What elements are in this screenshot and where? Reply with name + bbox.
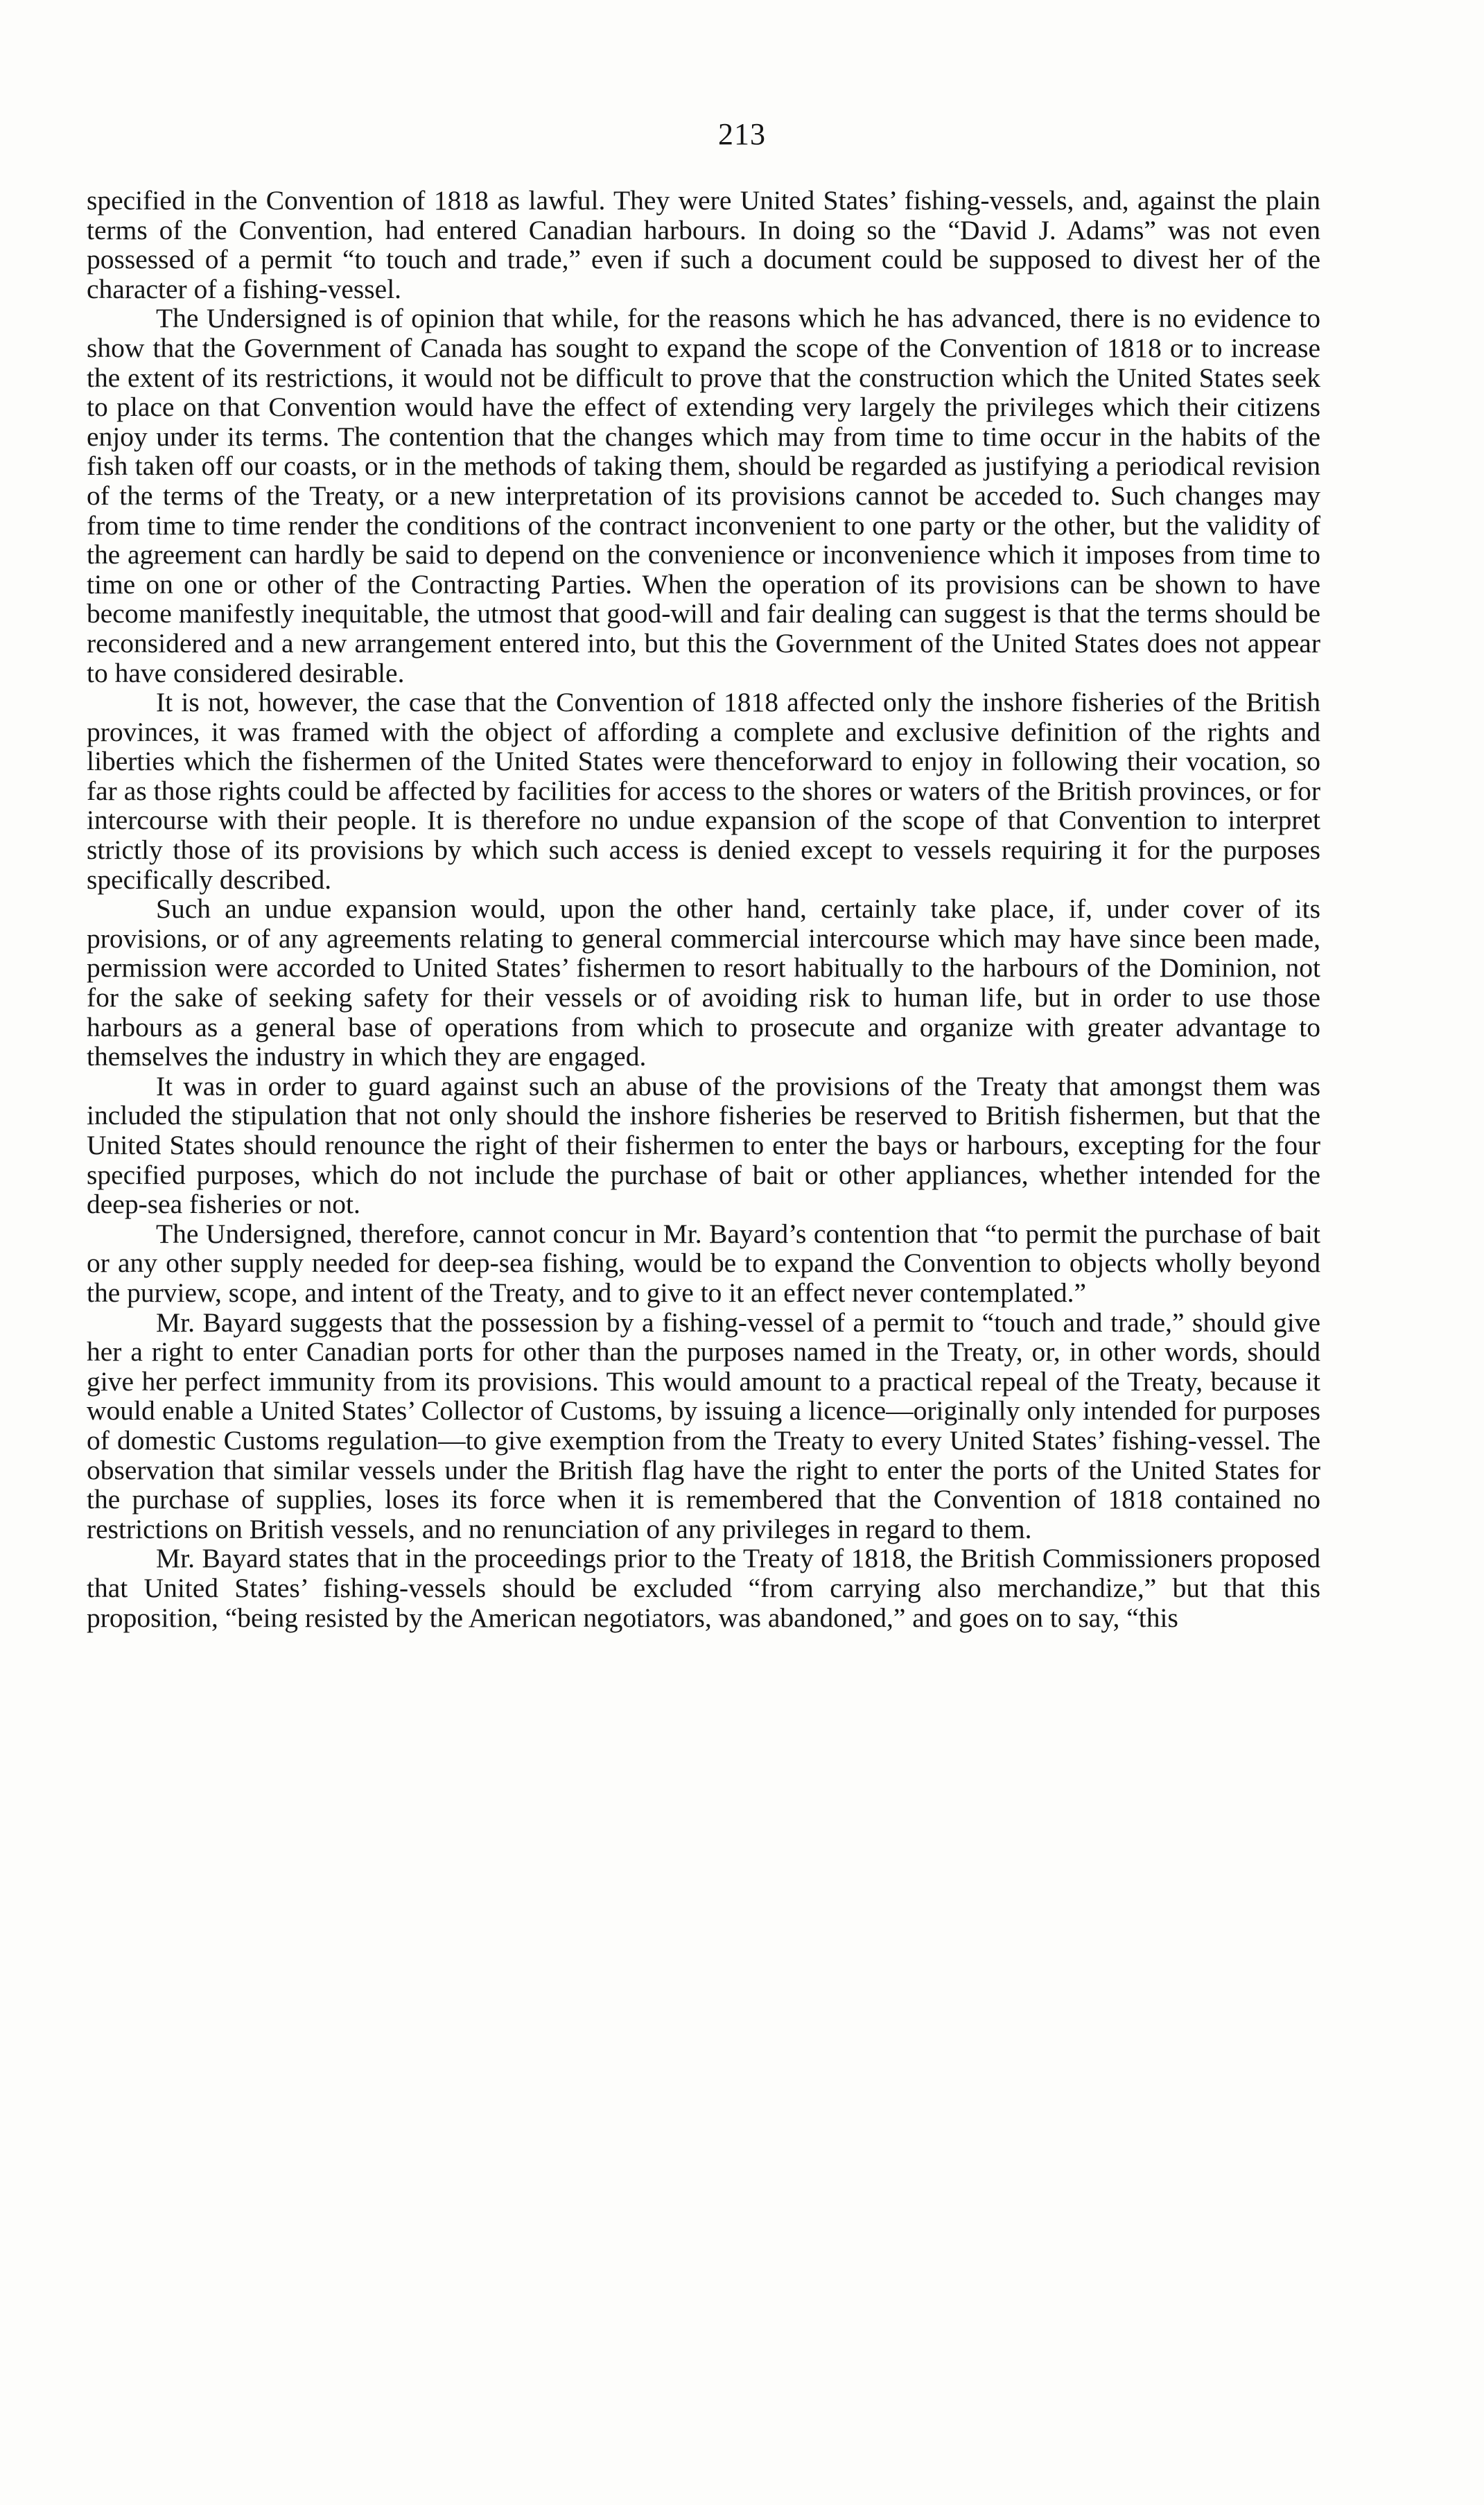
paragraph-cannot-concur: The Undersigned, therefore, cannot concur in Mr. Bayard’s contention that “to permit the purchase of bait or any other supply needed for deep-sea fishing, would be to expand the Convention to objects wholly beyond the purview, scope, and intent of the Treaty, and to give to it an effect never contemplated.” bbox=[87, 1218, 1320, 1308]
paragraph-guard-abuse: It was in order to guard against such an abuse of the provisions of the Treaty that amongst them was included the stipulation that not only should the inshore fisheries be reserved to British fishermen, but that the United States should renounce the right of their fishermen to enter the bays or harbours, excepting for the four specified purposes, which do not include the purchase of bait or other appliances, whether intended for the deep-sea fisheries or not. bbox=[87, 1070, 1320, 1220]
paragraph-undue-expansion: Such an undue expansion would, upon the other hand, certainly take place, if, under cover of its provisions, or of any agreements relating to general commercial intercourse which may have since been made, permission were accorded to United States’ fishermen to resort habitually to the harbours of the Dominion, not for the sake of seeking safety for their vessels or of avoiding risk to human life, but in order to use those harbours as a general base of operations from which to prosecute and organize with greater advantage to themselves the industry in which they are engaged. bbox=[87, 893, 1320, 1072]
page-number: 213 bbox=[718, 117, 766, 151]
paragraph-treaty-1818-proceedings: Mr. Bayard states that in the proceedings prior to the Treaty of 1818, the British Commissioners proposed that United States’ fishing-vessels should be excluded “from carrying also merchandize,” but that this proposition, “being resisted by the American negotiators, was abandoned,” and goes on to say, “this bbox=[87, 1543, 1320, 1633]
paragraph-convention-scope: It is not, however, the case that the Convention of 1818 affected only the inshore fisheries of the British provinces, it was framed with the object of affording a complete and exclusive definition of the rights and liberties which the fishermen of the United States were thenceforward to enjoy in following their vocation, so far as those rights could be affected by facilities for access to the shores or waters of the British provinces, or for intercourse with their people. It is therefore no undue expansion of the scope of that Convention to interpret strictly those of its provisions by which such access is denied except to vessels requiring it for the purposes specifically described. bbox=[87, 687, 1320, 895]
body-text bbox=[87, 186, 1320, 1632]
paragraph-touch-and-trade: Mr. Bayard suggests that the possession by a fishing-vessel of a permit to “touch and trade,” should give her a right to enter Canadian ports for other than the purposes named in the Treaty, or, in other words, should give her perfect immunity from its provisions. This would amount to a practical repeal of the Treaty, because it would enable a United States’ Collector of Customs, by issuing a licence—originally only intended for purposes of domestic Customs regulation—to give exemption from the Treaty to every United States’ fishing-vessel. The observation that similar vessels under the British flag have the right to enter the ports of the United States for the purchase of supplies, loses its force when it is remembered that the Convention of 1818 contained no restrictions on British vessels, and no renunciation of any privileges in regard to them. bbox=[87, 1307, 1320, 1544]
paragraph-continuation: specified in the Convention of 1818 as lawful. They were United States’ fishing-vessels, and, against the plain terms of the Convention, had entered Canadian harbours. In doing so the “David J. Adams” was not even possessed of a permit “to touch and trade,” even if such a document could be supposed to divest her of the character of a fishing-vessel. bbox=[87, 185, 1320, 304]
paragraph-undersigned-opinion: The Undersigned is of opinion that while, for the reasons which he has advanced, there is no evidence to show that the Government of Canada has sought to expand the scope of the Convention of 1818 or to increase the extent of its restrictions, it would not be difficult to prove that the construction which the United States seek to place on that Convention would have the effect of extending very largely the privileges which their citizens enjoy under its terms. The contention that the changes which may from time to time occur in the habits of the fish taken off our coasts, or in the methods of taking them, should be regarded as justifying a periodical revision of the terms of the Treaty, or a new interpretation of its provisions cannot be acceded to. Such changes may from time to time render the conditions of the contract inconvenient to one party or the other, but the validity of the agreement can hardly be said to depend on the convenience or inconvenience which it imposes from time to time on one or other of the Contracting Parties. When the operation of its provisions can be shown to have become manifestly inequitable, the utmost that good-will and fair dealing can suggest is that the terms should be reconsidered and a new arrangement entered into, but this the Government of the United States does not appear to have considered desirable. bbox=[87, 303, 1320, 688]
